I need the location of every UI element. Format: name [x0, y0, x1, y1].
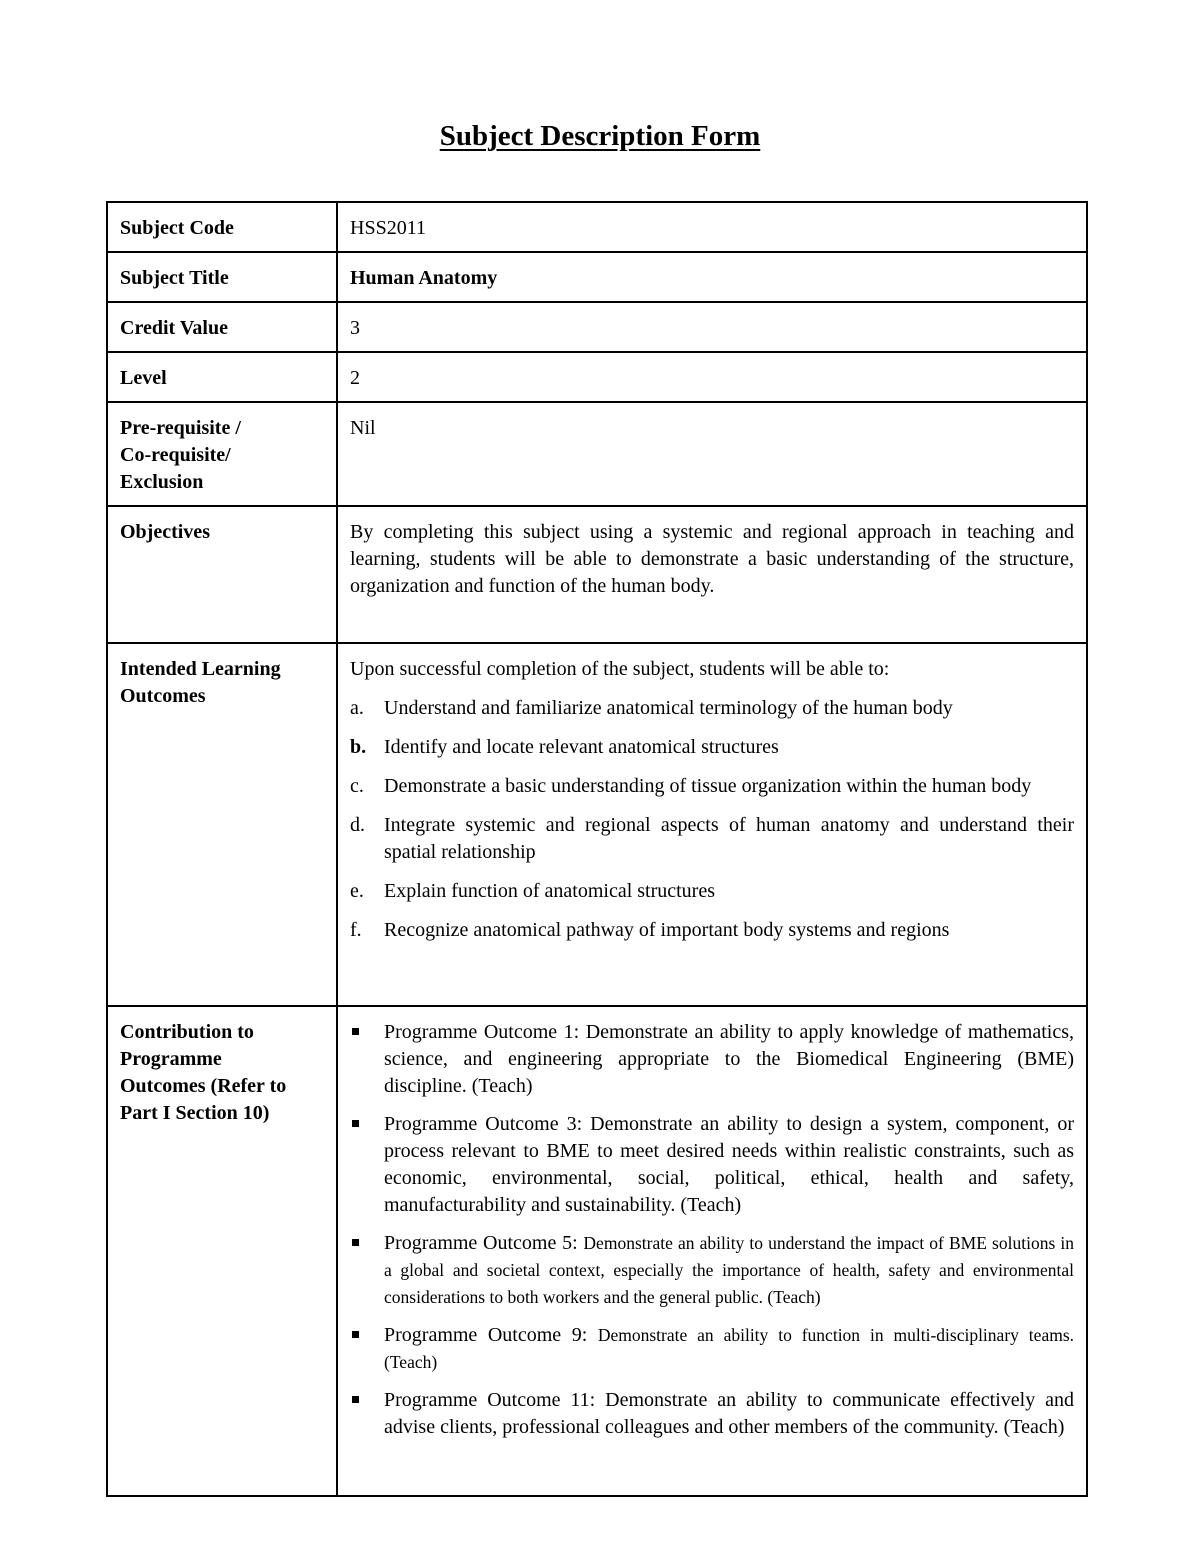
- ilo-text: Understand and familiarize anatomical terminology of the human body: [384, 697, 953, 719]
- level-label: Level: [107, 352, 337, 402]
- ilo-item: [350, 773, 1074, 800]
- ilo-marker: a.: [350, 697, 364, 719]
- square-bullet-icon: [352, 1028, 359, 1035]
- programme-outcome-head: Programme Outcome 1:: [384, 1021, 580, 1043]
- credit-value-value: 3: [337, 302, 1087, 352]
- ilo-text: Demonstrate a basic understanding of tissue organization within the human body: [384, 775, 1032, 797]
- ilo-marker: d.: [350, 814, 365, 836]
- programme-outcome-text: Demonstrate an ability to understand the impact of BME solutions in a global and societal context, especially the importance of health, safety and environmental considerations to both workers and the general public. (Teach): [384, 1233, 1074, 1307]
- contribution-label-line: Programme: [120, 1048, 222, 1070]
- row-ilo: [107, 643, 1087, 1006]
- ilo-item: [350, 917, 1074, 944]
- ilo-list: [350, 695, 1074, 944]
- row-credit-value: [107, 302, 1087, 352]
- ilo-label-line: Intended Learning: [120, 658, 281, 680]
- ilo-text: Identify and locate relevant anatomical structures: [384, 736, 779, 758]
- square-bullet-icon: [352, 1396, 359, 1403]
- ilo-item: [350, 812, 1074, 866]
- subject-description-table: [106, 201, 1088, 1497]
- ilo-marker: f.: [350, 919, 362, 941]
- ilo-marker: e.: [350, 880, 364, 902]
- programme-outcome-head: Programme Outcome 11:: [384, 1389, 596, 1411]
- prerequisite-value: Nil: [337, 402, 1087, 506]
- programme-outcome-item: [350, 1019, 1074, 1100]
- programme-outcome-text: Demonstrate an ability to design a system, component, or process relevant to BME to meet desired needs within realistic constraints, such as economic, environmental, social, political, ethical, health and safety, manufacturability and sustainability. (Teach): [384, 1113, 1075, 1216]
- ilo-label-line: Outcomes: [120, 685, 206, 707]
- contribution-value: [337, 1006, 1087, 1496]
- row-subject-title: [107, 252, 1087, 302]
- subject-code-value: HSS2011: [337, 202, 1087, 252]
- programme-outcome-text: Demonstrate an ability to apply knowledge of mathematics, science, and engineering appropriate to the Biomedical Engineering (BME) discipline. (Teach): [384, 1021, 1074, 1097]
- row-prerequisite: [107, 402, 1087, 506]
- square-bullet-icon: [352, 1239, 359, 1246]
- programme-outcome-head: Programme Outcome 3:: [384, 1113, 583, 1135]
- programme-outcome-head: Programme Outcome 5:: [384, 1232, 578, 1254]
- ilo-marker: b.: [350, 736, 367, 758]
- objectives-value: By completing this subject using a systemic and regional approach in teaching and learning, students will be able to demonstrate a basic understanding of the structure, organization and function of the human body.: [337, 506, 1087, 643]
- ilo-marker: c.: [350, 775, 364, 797]
- prerequisite-label-line: Exclusion: [120, 471, 204, 493]
- contribution-label-line: Contribution to: [120, 1021, 254, 1043]
- contribution-label-line: Outcomes (Refer to: [120, 1075, 287, 1097]
- square-bullet-icon: [352, 1120, 359, 1127]
- ilo-item: [350, 734, 1074, 761]
- contribution-label: [107, 1006, 337, 1496]
- row-contribution: [107, 1006, 1087, 1496]
- row-level: [107, 352, 1087, 402]
- subject-title-value: Human Anatomy: [337, 252, 1087, 302]
- page-title: Subject Description Form: [439, 120, 761, 152]
- programme-outcome-text: Demonstrate an ability to communicate effectively and advise clients, professional colleagues and other members of the community. (Teach): [384, 1389, 1074, 1438]
- objectives-label: Objectives: [107, 506, 337, 643]
- ilo-item: [350, 695, 1074, 722]
- credit-value-label: Credit Value: [107, 302, 337, 352]
- row-objectives: [107, 506, 1087, 643]
- contribution-label-line: Part I Section 10): [120, 1102, 270, 1124]
- ilo-intro: Upon successful completion of the subject, students will be able to:: [350, 658, 890, 680]
- prerequisite-label-line: Co-requisite/: [120, 444, 231, 466]
- programme-outcome-item: [350, 1387, 1074, 1441]
- subject-title-label: Subject Title: [107, 252, 337, 302]
- programme-outcome-item: [350, 1230, 1074, 1311]
- ilo-label: [107, 643, 337, 1006]
- level-value: 2: [337, 352, 1087, 402]
- square-bullet-icon: [352, 1331, 359, 1338]
- programme-outcome-item: [350, 1111, 1074, 1219]
- ilo-value: [337, 643, 1087, 1006]
- ilo-item: [350, 878, 1074, 905]
- programme-outcome-head: Programme Outcome 9:: [384, 1324, 588, 1346]
- subject-code-label: Subject Code: [107, 202, 337, 252]
- prerequisite-label-line: Pre-requisite /: [120, 417, 241, 439]
- ilo-text: Integrate systemic and regional aspects of human anatomy and understand their spatial relationship: [384, 814, 1074, 863]
- prerequisite-label: [107, 402, 337, 506]
- ilo-text: Recognize anatomical pathway of important body systems and regions: [384, 919, 950, 941]
- programme-outcome-text: Demonstrate an ability to function in multi-disciplinary teams. (Teach): [384, 1325, 1075, 1372]
- row-subject-code: [107, 202, 1087, 252]
- ilo-text: Explain function of anatomical structures: [384, 880, 716, 902]
- programme-outcome-list: [350, 1019, 1074, 1441]
- programme-outcome-item: [350, 1322, 1074, 1376]
